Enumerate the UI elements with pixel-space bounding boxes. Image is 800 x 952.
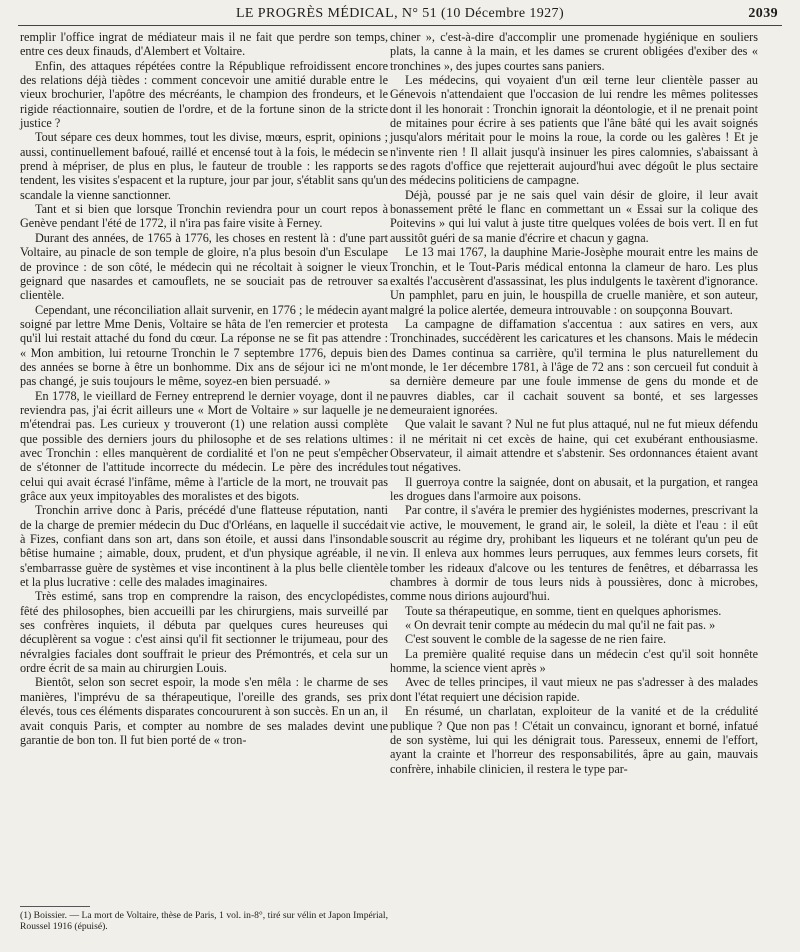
right-column: [390, 30, 758, 776]
paragraph: Déjà, poussé par je ne sais quel vain désir de gloire, il leur avait bonassement prêté le flanc en commettant un « Essai sur la colique des Poitevins » qui lui valut à juste titre quelques volées de bois vert. Il en fut aussitôt guéri de sa manie d'écrire et chacun y gagna.: [390, 187, 758, 245]
header-rule: [18, 25, 782, 26]
paragraph: Durant des années, de 1765 à 1776, les choses en restent là : d'une part Voltaire, au pinacle de son temple de gloire, n'a plus besoin d'un Esculape de province : de son côté, le médecin qui ne récoltait à soigner le vieux geignard que nasardes et camouflets, ne se souciait pas de retrouver sa clientèle.: [20, 230, 388, 303]
paragraph: Tronchin arrive donc à Paris, précédé d'une flatteuse réputation, nanti de la charge de premier médecin du Duc d'Orléans, en laquelle il succédait à Fizes, confiant dans son art, dans son étoile, et aussi dans l'insondable bêtise humaine ; aimable, doux, prudent, et d'un physique agréable, il ne s'embarrasse guère de systèmes et vise incontinent à la plus belle clientèle et la plus lucrative : celle des malades imaginaires.: [20, 503, 388, 590]
page-number: 2039: [748, 6, 778, 21]
paragraph: Toute sa thérapeutique, en somme, tient en quelques aphorismes.: [405, 603, 722, 618]
footnote: (1) Boissier. — La mort de Voltaire, thèse de Paris, 1 vol. in-8°, tiré sur vélin et Japon Impérial, Roussel 1916 (épuisé).: [20, 910, 388, 932]
paragraph: En résumé, un charlatan, exploiteur de la vanité et de la crédulité publique ? Que non pas ! C'était un convaincu, ignorant et borné, infatué de son système, lui qui les dénigrait tous. Paresseux, ennemi de l'effort, ayant la crainte et l'horreur des responsabilités, âpre au gain, mauvais confrère, inhabile clinicien, il restera le type par-: [390, 704, 758, 776]
paragraph: Par contre, il s'avéra le premier des hygiénistes modernes, prescrivant la vie active, le mouvement, le grand air, le soleil, la diète et l'eau : il eût souscrit au régime dry, prohibant les liqueurs et ne tolérant qu'un peu de vin. Il enleva aux hommes leurs perruques, aux femmes leurs corsets, fit tomber les rideaux d'alcove ou les tentures de fenêtres, et débarrassa les chambres à dormir de tous leurs nids à poussières, donc à microbes, comme nous dirions aujourd'hui.: [390, 503, 758, 604]
paragraph: Avec de telles principes, il vaut mieux ne pas s'adresser à des malades dont l'état requiert une décision rapide.: [390, 675, 758, 704]
paragraph: Tant et si bien que lorsque Tronchin reviendra pour un court repos à Genève pendant l'été de 1772, il n'ira pas faire visite à Ferney.: [20, 202, 388, 231]
journal-title: LE PROGRÈS MÉDICAL, N° 51 (10 Décembre 1927): [235, 6, 565, 21]
paragraph: Cependant, une réconciliation allait survenir, en 1776 ; le médecin ayant soigné par lettre Mme Denis, Voltaire se hâta de l'en remercier et protesta qu'il lui restait attaché du fond du cœur. La réponse ne se fit pas attendre : « Mon ambition, lui retourne Tronchin le 7 septembre 1776, depuis bien des années se borne à être un bonhomme. Dix ans de séjour ici ne m'ont pas changé, je suis toujours le même, soyez-en bien persuadé. »: [20, 302, 388, 389]
paragraph: Bientôt, selon son secret espoir, la mode s'en mêla : le charme de ses manières, l'imprévu de sa thérapeutique, l'oreille des grands, ses prix élevés, tous ces éléments disparates concoururent à son succès. En un an, il avait conquis Paris, et compter au nombre de ses malades devint une garantie de bon ton. Il fut bien porté de « tron-: [20, 675, 388, 747]
paragraph: Très estimé, sans trop en comprendre la raison, des encyclopédistes, fêté des philosophes, bien accueilli par les chirurgiens, mais surveillé par ses confrères inquiets, il débuta par quelques cures heureuses qui décuplèrent sa vogue : c'est ainsi qu'il fit sectionner le trijumeau, pour des névralgies faciales dont souffrait le prieur des Prémontrés, et cela sur un ordre écrit de sa main au chirurgien Louis.: [20, 589, 388, 676]
paragraph: C'est souvent le comble de la sagesse de ne rien faire.: [405, 632, 667, 647]
paragraph: Il guerroya contre la saignée, dont on abusait, et la purgation, et rangea les drogues dans l'armoire aux poisons.: [390, 474, 758, 503]
paragraph: Le 13 mai 1767, la dauphine Marie-Josèphe mourait entre les mains de Tronchin, et le Tout-Paris médical entonna la clameur de haro. Les plus exaltés l'accusèrent d'assassinat, les plus indulgents le taxèrent d'ignorance. Un pamphlet, paru en juin, le houspilla de cruelle manière, et son auteur, malgré la police alertée, demeura introuvable : on soupçonna Bouvart.: [390, 245, 758, 317]
paragraph: La première qualité requise dans un médecin c'est qu'il soit honnête homme, la science vient après »: [390, 646, 758, 676]
footnote-rule: [20, 906, 90, 907]
paragraph: remplir l'office ingrat de médiateur mais il ne fait que perdre son temps, entre ces deux finauds, d'Alembert et Voltaire.: [20, 30, 388, 59]
paragraph: « On devrait tenir compte au médecin du mal qu'il ne fait pas. »: [405, 618, 716, 633]
paragraph: Enfin, des attaques répétées contre la République refroidissent encore des relations déjà tièdes : comment concevoir une amitié durable entre le vieux brochurier, l'apôtre des mécréants, le champion des frondeurs, et le rigide réactionnaire, soutien de l'ordre, et de la fortune sinon de la stricte justice ?: [20, 58, 388, 131]
running-header: [0, 6, 800, 26]
paragraph: Les médecins, qui voyaient d'un œil terne leur clientèle passer au Génevois n'attendaient que l'occasion de lui rendre les mêmes politesses dont il les honorait : Tronchin ignorait la déontologie, et il ne prenait point de mitaines pour écrire à ses patients que l'âne bâté qui les avait soignés jusqu'alors méritait pour le moins la roue, la corde ou les galères ! Et je n'invente rien ! Il allait jusqu'à insinuer les pires calomnies, s'abaissant à des ragots d'office que rejetterait aujourd'hui avec dégoût le plus sectaire des médecins politiciens de campagne.: [390, 73, 758, 188]
paragraph: Tout sépare ces deux hommes, tout les divise, mœurs, esprit, opinions ; aussi, continuellement bafoué, raillé et encensé tout à la fois, le médecin se prend à mépriser, de plus en plus, le fauteur de trouble : les rapports se tendent, les visites s'espacent et la rupture, jour par jour, s'établit sans qu'un scandale la vienne sanctionner.: [20, 130, 388, 202]
paragraph: chiner », c'est-à-dire d'accomplir une promenade hygiénique en souliers plats, la canne à la main, et les dames se crurent obligées d'exiber des « tronchines », des jupes courtes sans paniers.: [390, 30, 758, 73]
left-column: [20, 30, 388, 747]
paragraph: En 1778, le vieillard de Ferney entreprend le dernier voyage, dont il ne reviendra pas, j'ai écrit ailleurs une « Mort de Voltaire » sur laquelle je ne m'étendrai pas. Les curieux y trouveront (1) une relation aussi complète que possible des derniers jours du philosophe et de ses relations ultimes avec Tronchin : elles manquèrent de cordialité et l'on ne peut s'empêcher de s'étonner de l'attitude incorrecte du médecin. Le père des incrédules celui qui avait écrasé l'infâme, même à l'article de la mort, ne trouvait pas grâce aux yeux impitoyables des moralistes et des bigots.: [20, 388, 388, 503]
paragraph: Que valait le savant ? Nul ne fut plus attaqué, nul ne fut mieux défendu : il ne méritait ni cet excès de haine, qui cet exubérant enthousiasme. Observateur, il aimait attendre et s'abstenir. Ses ordonnances étaient avant tout négatives.: [390, 417, 758, 475]
paragraph: La campagne de diffamation s'accentua : aux satires en vers, aux Tronchinades, succédèrent les caricatures et les chansons. Mais le médecin des Dames continua sa carrière, qu'il termina le plus naturellement du monde, le 1er décembre 1781, à l'âge de 72 ans : son cercueil fut conduit à sa dernière demeure par une foule immense de gens du monde et de pauvres diables, car il cachait souvent sa bonté, et ses largesses demeuraient ignorées.: [390, 316, 758, 417]
